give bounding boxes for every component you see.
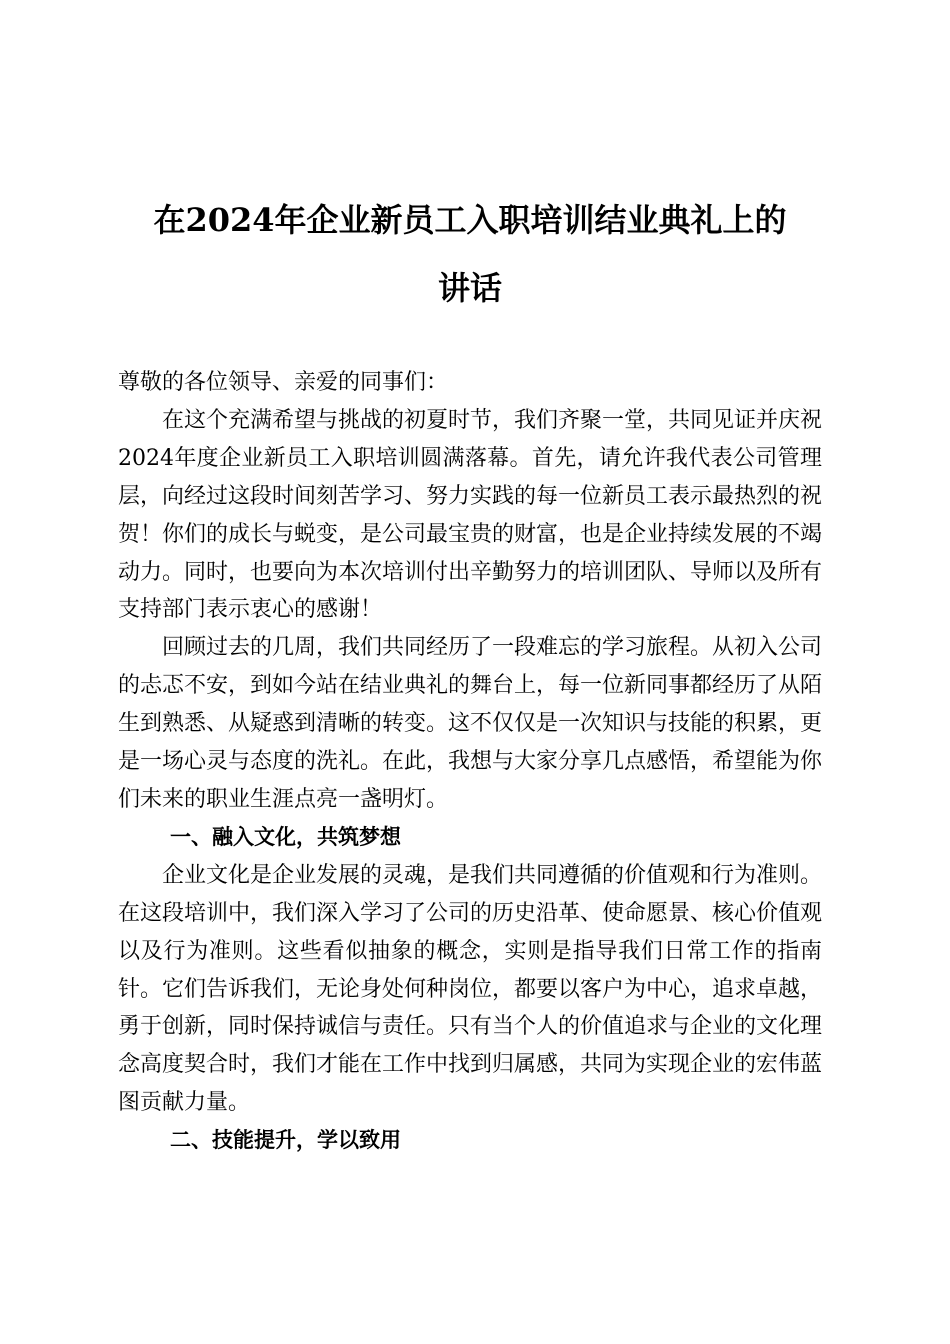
section-heading-1: 一、融入文化，共筑梦想: [170, 824, 401, 849]
salutation: 尊敬的各位领导、亲爱的同事们：: [118, 370, 449, 395]
section-heading-2: 二、技能提升，学以致用: [170, 1128, 401, 1153]
paragraph-review: 回顾过去的几周，我们共同经历了一段难忘的学习旅程。从初入公司的忐忑不安，到如今站在结业典礼的舞台上，每一位新同事都经历了从陌生到熟悉、从疑惑到清晰的转变。这不仅仅是一次知识与技能的积累，更是一场心灵与态度的洗礼。在此，我想与大家分享几点感悟，希望能为你们未来的职业生涯点亮一盏明灯。: [118, 635, 823, 812]
document-title-line-2: 讲话: [437, 269, 502, 307]
document-body: [118, 364, 822, 1160]
paragraph-opening: 在这个充满希望与挑战的初夏时节，我们齐聚一堂，共同见证并庆祝2024年度企业新员工入职培训圆满落幕。首先，请允许我代表公司管理层，向经过这段时间刻苦学习、努力实践的每一位新员工表示最热烈的祝贺！你们的成长与蜕变，是公司最宝贵的财富，也是企业持续发展的不竭动力。同时，也要向为本次培训付出辛勤努力的培训团队、导师以及所有支持部门表示衷心的感谢！: [118, 407, 823, 623]
paragraph-culture: 企业文化是企业发展的灵魂，是我们共同遵循的价值观和行为准则。在这段培训中，我们深入学习了公司的历史沿革、使命愿景、核心价值观以及行为准则。这些看似抽象的概念，实则是指导我们日常工作的指南针。它们告诉我们，无论身处何种岗位，都要以客户为中心，追求卓越，勇于创新，同时保持诚信与责任。只有当个人的价值追求与企业的文化理念高度契合时，我们才能在工作中找到归属感，共同为实现企业的宏伟蓝图贡献力量。: [118, 862, 823, 1116]
document-title-line-1: 在2024年企业新员工入职培训结业典礼上的: [153, 201, 787, 239]
